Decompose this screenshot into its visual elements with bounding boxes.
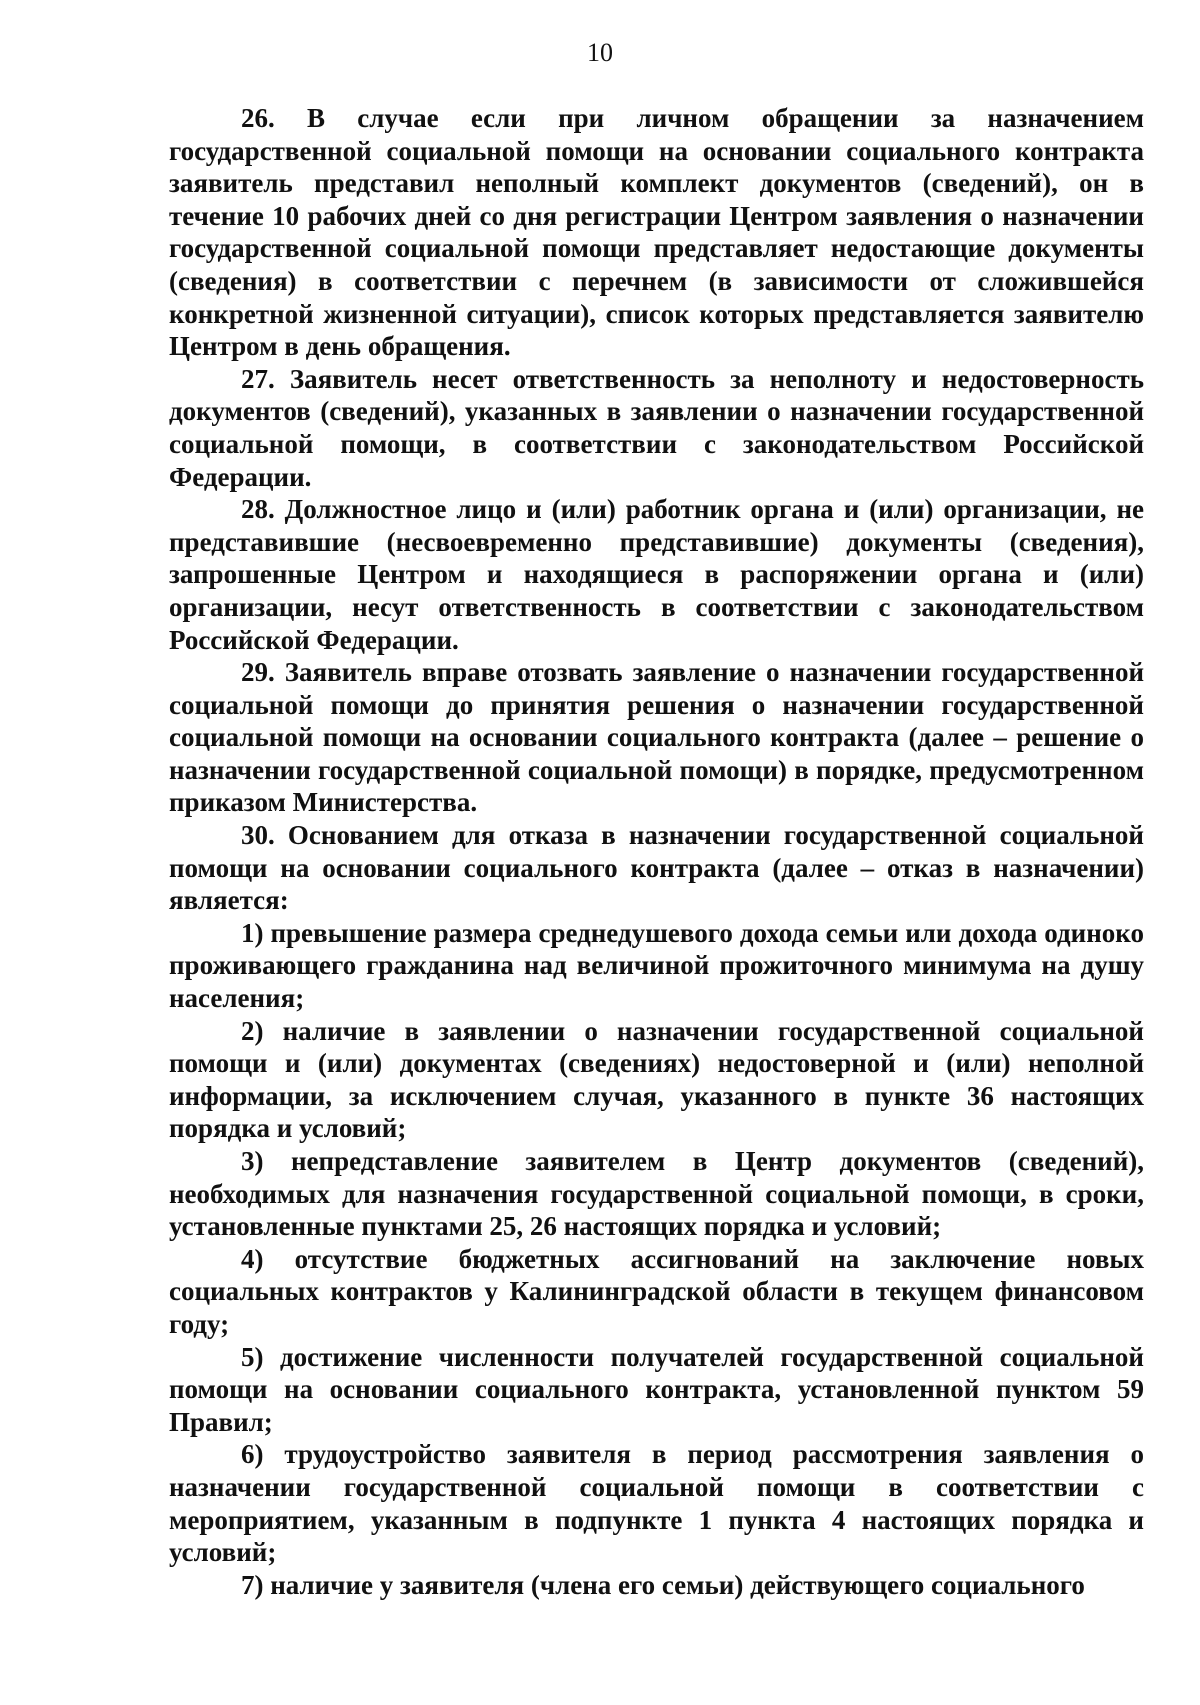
list-item-3: 3) непредставление заявителем в Центр документов (сведений), необходимых для назначения государственной социальной помощи, в сроки, установленные пунктами 25, 26 настоящих порядка и условий;: [169, 1146, 1144, 1242]
document-body: [169, 102, 1144, 1601]
page-number: 10: [587, 38, 613, 67]
paragraph-27: 27. Заявитель несет ответственность за неполноту и недостоверность документов (сведений), указанных в заявлении о назначении государственной социальной помощи, в соответствии с законодательством Российской Федерации.: [169, 363, 1144, 492]
list-item-1: 1) превышение размера среднедушевого дохода семьи или дохода одиноко проживающего гражданина над величиной прожиточного минимума на душу населения;: [169, 917, 1144, 1014]
list-item-7: 7) наличие у заявителя (члена его семьи) действующего социального: [241, 1569, 1085, 1600]
list-item-6: 6) трудоустройство заявителя в период рассмотрения заявления о назначении государственной социальной помощи в соответствии с мероприятием, указанным в подпункте 1 пункта 4 настоящих порядка и условий;: [169, 1439, 1144, 1568]
paragraph-26: 26. В случае если при личном обращении за назначением государственной социальной помощи на основании социального контракта заявитель представил неполный комплект документов (сведений), он в течение 10 рабочих дней со дня регистрации Центром заявления о назначении государственной социальной помощи представляет недостающие документы (сведения) в соответствии с перечнем (в зависимости от сложившейся конкретной жизненной ситуации), список которых представляется заявителю Центром в день обращения.: [169, 103, 1144, 362]
paragraph-30: 30. Основанием для отказа в назначении государственной социальной помощи на основании социального контракта (далее – отказ в назначении) является:: [169, 820, 1144, 916]
list-item-5: 5) достижение численности получателей государственной социальной помощи на основании социального контракта, установленной пунктом 59 Правил;: [169, 1341, 1144, 1437]
paragraph-29: 29. Заявитель вправе отозвать заявление о назначении государственной социальной помощи до принятия решения о назначении государственной социальной помощи на основании социального контракта (далее – решение о назначении государственной социальной помощи) в порядке, предусмотренном приказом Министерства.: [169, 657, 1144, 818]
list-item-2: 2) наличие в заявлении о назначении государственной социальной помощи и (или) документах (сведениях) недостоверной и (или) неполной информации, за исключением случая, указанного в пункте 36 настоящих порядка и условий;: [169, 1015, 1144, 1144]
paragraph-28: 28. Должностное лицо и (или) работник органа и (или) организации, не представившие (несвоевременно представившие) документы (сведения), запрошенные Центром и находящиеся в распоряжении органа и (или) организации, несут ответственность в соответствии с законодательством Российской Федерации.: [169, 494, 1144, 655]
list-item-4: 4) отсутствие бюджетных ассигнований на заключение новых социальных контрактов у Калининградской области в текущем финансовом году;: [169, 1243, 1144, 1339]
